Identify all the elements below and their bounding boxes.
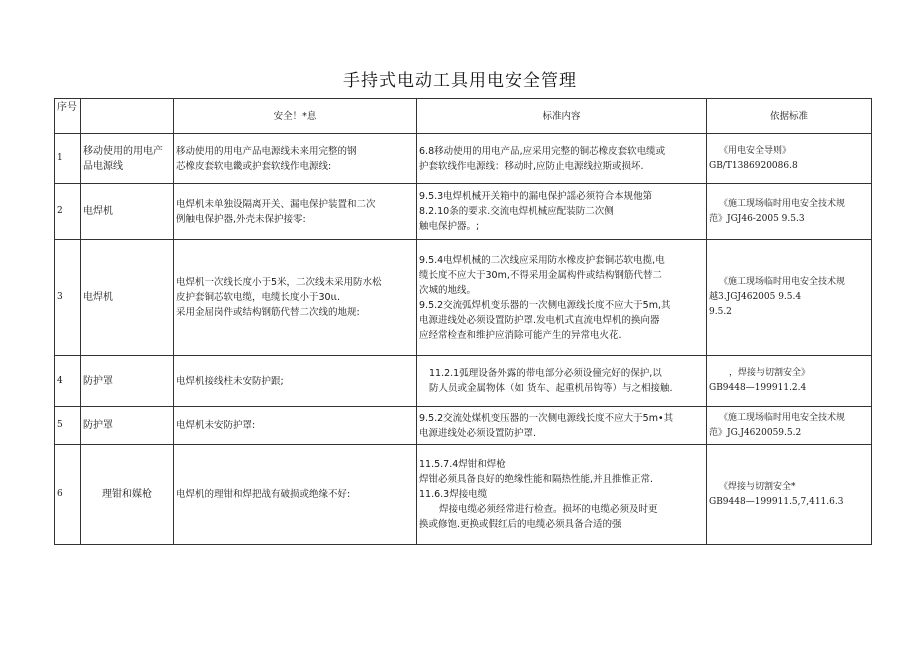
table-row (55, 445, 872, 545)
standard-line: 9.5.4电焊机械的二次线应采用防水橡皮护套铜芯软电揽,电 (419, 254, 665, 266)
row-issue (174, 240, 417, 356)
basis-line: 《施工现场临时用电安全技术规 (719, 277, 846, 287)
row-number: 4 (55, 356, 81, 407)
table-row (55, 184, 872, 240)
row-category: 理钳和媒枪 (81, 445, 174, 545)
row-category: 移动使用的用电产品电源线 (81, 134, 174, 184)
standard-line: 护套软线作电源线：移动时,应防止电源线拉斯或损坏. (419, 160, 644, 172)
basis-line: 《焊接与切割安全* (719, 481, 796, 492)
standard-line: 焊接电缆必须经常进行检查。损坏的电缆必须及时更 (439, 504, 658, 515)
row-standard (417, 134, 707, 184)
basis-line: 《施工现场临时用电安全技术规 (719, 412, 846, 423)
basis-line: 《施工现场临时用电安全技术规 (719, 198, 846, 209)
basis-line: 范》JG.J4620059.5.2 (709, 427, 802, 438)
table-header-row (55, 99, 872, 134)
row-basis (707, 407, 872, 445)
row-basis (707, 240, 872, 356)
row-standard (417, 407, 707, 445)
table-row (55, 356, 872, 407)
row-number: 2 (55, 184, 81, 240)
basis-line: ，焊接与切割安全》 (729, 368, 811, 378)
row-category: 电焊机 (81, 240, 174, 356)
basis-line: 越3.JGJ462005 9.5.4 (709, 292, 802, 302)
standard-line: 缆长度不应大于30m,不得采用金属构件或结构钢筋代替二 (419, 269, 662, 281)
row-basis (707, 356, 872, 407)
issue-line: 移动使用的用电产品电源线未来用完整的钢 (176, 145, 357, 157)
row-issue (174, 445, 417, 545)
row-issue (174, 356, 417, 407)
standard-line: 11.5.7.4焊钳和焊枪 (419, 459, 506, 470)
issue-line: 例触电保护器,外壳未保护接零: (176, 213, 306, 225)
row-number: 1 (55, 134, 81, 184)
row-number: 6 (55, 445, 81, 545)
issue-line: 电焊机的理钳和焊把战有破损或绝缘不好: (176, 489, 351, 500)
row-category: 电焊机 (81, 184, 174, 240)
issue-line: 电焊机未单独设隔离开关、漏电保护装置和二次 (176, 198, 376, 210)
row-basis (707, 134, 872, 184)
safety-table (54, 98, 872, 545)
standard-line: 电源进线处必须设置防护罩.发电机式直流电焊机的换向器 (419, 314, 660, 326)
table-row (55, 134, 872, 184)
standard-line: 6.8移动使用的用电产品,应采用完整的铜芯橡皮套软电缆或 (419, 145, 666, 157)
standard-line: 9.5.2交流处煤机变压器的一次侧电源线长度不应大于5m•其 (419, 412, 674, 424)
standard-line: 应经常检查和维护应消除可能产生的异常电火花. (419, 329, 622, 341)
row-issue (174, 184, 417, 240)
standard-line: 9.5.3电焊机械开关箱中的漏电保护謡必须符合本规他第 (419, 191, 653, 202)
basis-line: 范》JGJ46-2005 9.5.3 (709, 213, 805, 224)
standard-line: 换或修饱.更换或假红后的电缆必须具备合适的强 (419, 519, 622, 530)
row-issue (174, 407, 417, 445)
row-number: 3 (55, 240, 81, 356)
header-basis: 依据标准 (707, 99, 872, 134)
issue-line: 电焊机未安防护罩: (176, 420, 256, 431)
standard-line: 9.5.2交流弧焊机变乐器的一次侧电源线长度不应大于5m,其 (419, 299, 671, 311)
row-issue (174, 134, 417, 184)
standard-line: 防人员或金属物体（如 货车、起重机吊钩等）与之相接触. (429, 383, 673, 394)
issue-line: 电焊机一次线长度小于5米，二次线未采用防水松 (176, 277, 382, 288)
document-title: 手持式电动工具用电安全管理 (343, 71, 577, 91)
standard-line: 11.6.3焊接电缆 (419, 489, 488, 500)
standard-line: 电源进线处必须设置防护罩. (419, 427, 537, 439)
standard-line: 次城的地线。 (419, 284, 477, 296)
row-standard (417, 445, 707, 545)
basis-line: GB/T1386920086.8 (709, 160, 798, 171)
basis-line: GB9448—199911.5,7,411.6.3 (709, 496, 844, 507)
issue-line: 芯橡皮套软电畿或护套软线作电源线: (176, 160, 332, 172)
basis-line: GB9448—199911.2.4 (709, 383, 807, 393)
row-standard (417, 356, 707, 407)
row-standard (417, 184, 707, 240)
issue-line: 皮护套铜芯软电缆，电缆长度小于30ιι. (176, 292, 341, 303)
header-category (81, 99, 174, 134)
standard-line: 触电保护器。; (419, 221, 480, 232)
basis-line: 《用电安全导则》 (719, 145, 792, 156)
header-issue: 安全！*息 (174, 99, 417, 134)
row-number: 5 (55, 407, 81, 445)
row-category: 防护罩 (81, 407, 174, 445)
standard-line: 焊钳必须具备良好的绝缘性能和隔热性能,并且推惟正常. (419, 474, 654, 485)
table-row (55, 240, 872, 356)
row-basis (707, 445, 872, 545)
issue-line: 电焊机接线柱未安防护跟; (176, 375, 284, 387)
table-row (55, 407, 872, 445)
standard-line: 8.2.10条的要求.交流电焊机械应配装防二次侧 (419, 206, 614, 217)
issue-line: 采用金屈岗件或结构钢筋代替二次线的地规: (176, 307, 360, 318)
standard-line: 11.2.1弧理设备外露的带电部分必须设僮完好的保护,以 (429, 368, 662, 379)
row-category: 防护罩 (81, 356, 174, 407)
header-no: 序号 (55, 99, 81, 134)
basis-line: 9.5.2 (709, 307, 732, 317)
row-standard (417, 240, 707, 356)
header-standard: 标准内容 (417, 99, 707, 134)
row-basis (707, 184, 872, 240)
